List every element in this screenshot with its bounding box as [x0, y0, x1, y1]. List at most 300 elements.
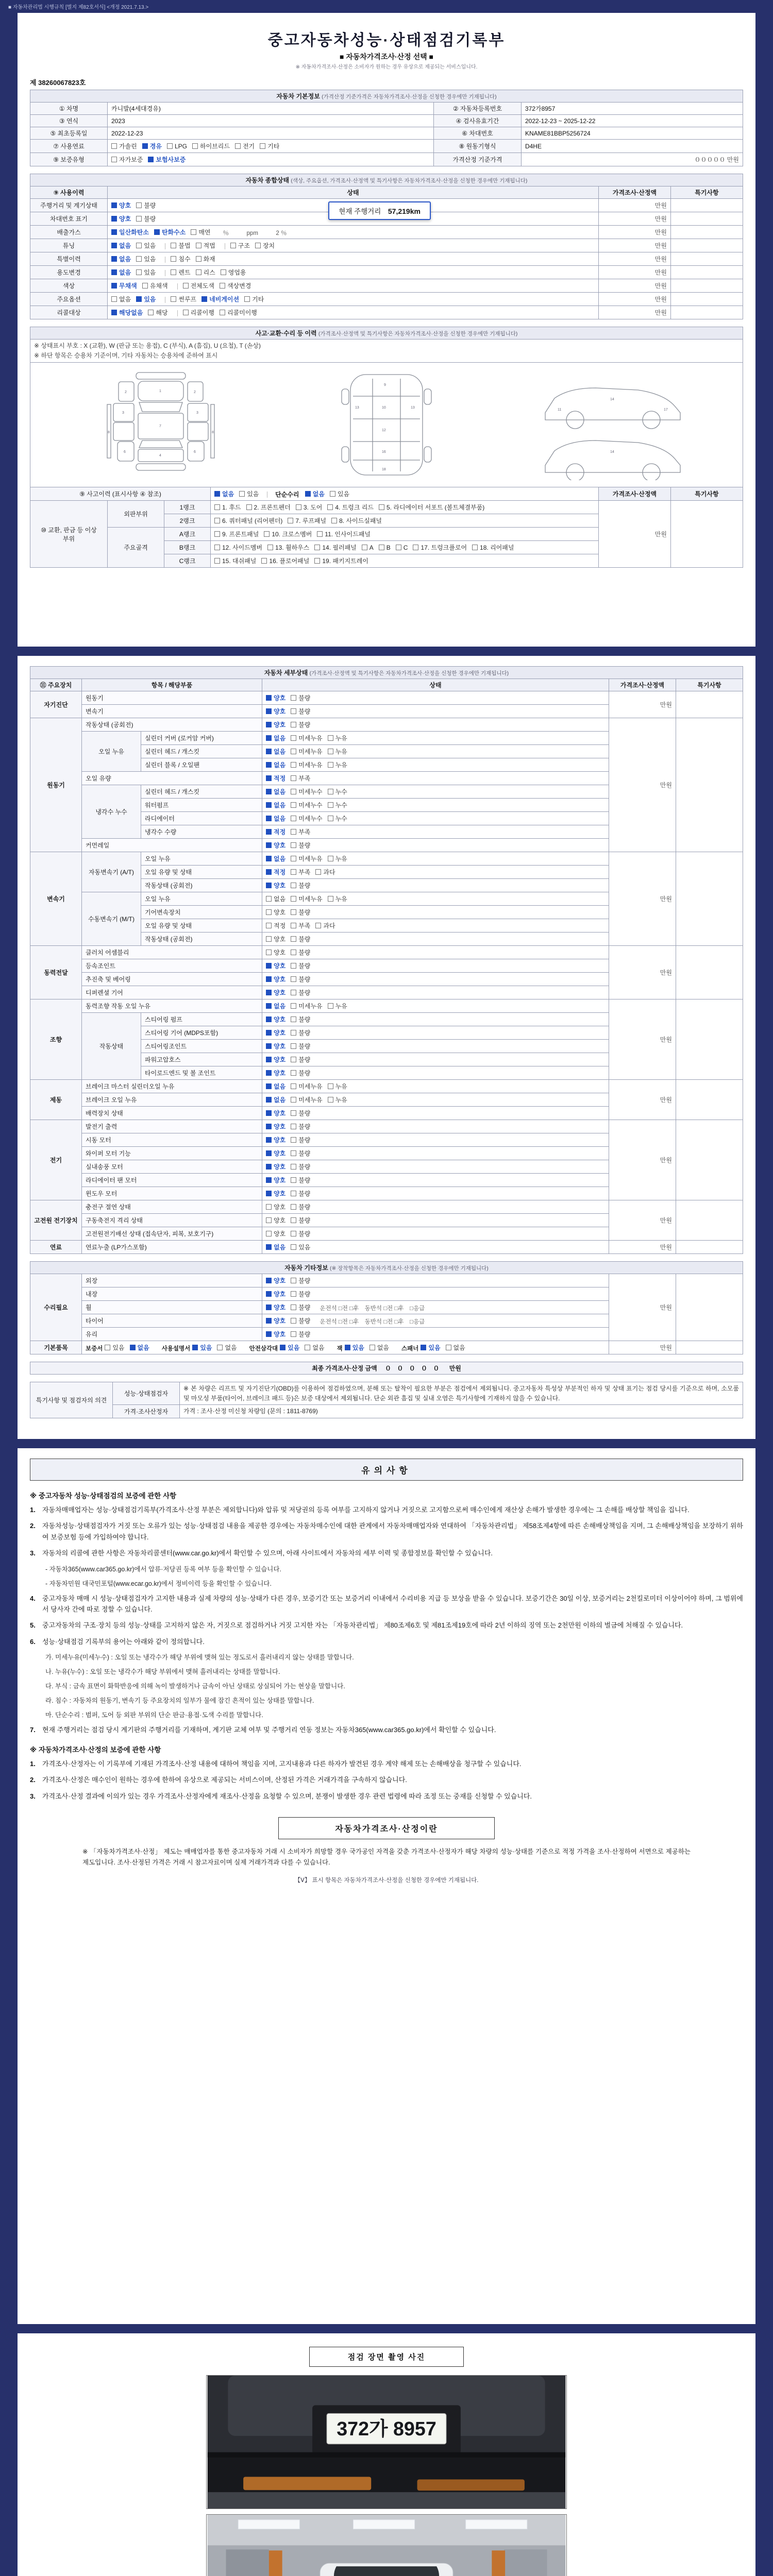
checkbox-option[interactable]: 자가보증	[111, 155, 143, 164]
fuel-checkboxes	[108, 140, 434, 153]
checkbox-option[interactable]: 16. 플로어패널	[261, 556, 309, 565]
checkbox-option[interactable]: 구조	[230, 241, 250, 250]
checkbox-option[interactable]: 침수	[171, 255, 190, 263]
checkbox-option[interactable]: B	[379, 544, 391, 551]
overall-row-state	[108, 252, 599, 266]
checkbox-icon	[280, 1345, 285, 1350]
checkbox-option[interactable]: 미세누수	[291, 801, 322, 809]
checkbox-option[interactable]: 없음	[111, 241, 131, 250]
checkbox-icon	[167, 143, 173, 149]
checkbox-option[interactable]: 적법	[196, 241, 215, 250]
checkbox-icon	[266, 816, 272, 821]
checkbox-icon	[305, 1345, 310, 1350]
rankA-items	[211, 528, 599, 541]
checkbox-icon	[317, 531, 323, 537]
overall-row-label: 배출가스	[30, 226, 108, 239]
checkbox-icon	[291, 802, 296, 808]
checkbox-option[interactable]: 장치	[255, 241, 275, 250]
checkbox-option[interactable]: 없음	[111, 268, 131, 277]
checkbox-icon	[328, 762, 333, 768]
checkbox-option[interactable]: 경유	[142, 142, 162, 150]
checkbox-icon	[266, 936, 272, 942]
checkbox-option[interactable]: 네비게이션	[201, 295, 239, 303]
group-note	[676, 1241, 743, 1254]
checkbox-option[interactable]: 없음	[266, 760, 285, 769]
checkbox-option[interactable]: 미세누유	[291, 1095, 322, 1104]
group-price: 만원	[609, 718, 676, 852]
checkbox-option[interactable]: 있음	[291, 1243, 310, 1251]
checkbox-option[interactable]: 5. 라디에이터 서포트 (볼트체결부품)	[379, 503, 484, 512]
checkbox-option[interactable]: 불량	[291, 1290, 310, 1298]
checkbox-option[interactable]: 없음	[369, 1343, 389, 1352]
checkbox-option[interactable]: 양호	[266, 1303, 285, 1312]
checkbox-option[interactable]: 미세누유	[291, 854, 322, 863]
checkbox-option[interactable]: 색상변경	[220, 281, 251, 290]
checkbox-option[interactable]: 불량	[136, 214, 156, 223]
item-label: 오일 누유	[141, 852, 262, 866]
checkbox-option[interactable]: 4. 트렁크 리드	[327, 503, 374, 512]
notices-body	[30, 1490, 743, 1802]
checkbox-option[interactable]: 없음	[266, 734, 285, 742]
checkbox-option[interactable]: 불량	[291, 1015, 310, 1024]
checkbox-option[interactable]: 양호	[266, 1069, 285, 1077]
checkbox-option[interactable]: 불량	[291, 1316, 310, 1325]
checkbox-option[interactable]: 불량	[291, 1136, 310, 1144]
item-state	[262, 986, 609, 999]
checkbox-option[interactable]: 11. 인사이드패널	[317, 530, 371, 538]
checkbox-option[interactable]: 있음	[136, 268, 156, 277]
checkbox-option[interactable]: 양호	[111, 214, 131, 223]
checkbox-icon	[291, 1318, 296, 1324]
checkbox-option[interactable]: 하이브리드	[192, 142, 230, 150]
checkbox-option[interactable]: 적정	[266, 774, 285, 783]
checkbox-option[interactable]: 유채색	[142, 281, 168, 290]
checkbox-option[interactable]: 양호	[266, 1290, 285, 1298]
checkbox-option[interactable]: 영업용	[221, 268, 246, 277]
checkbox-option[interactable]: 리콜이행	[183, 308, 214, 317]
checkbox-option[interactable]: 전기	[235, 142, 255, 150]
final-price-label: 최종 가격조사·산정 금액	[312, 1365, 377, 1372]
checkbox-option[interactable]: 없음	[266, 1243, 285, 1251]
checkbox-option[interactable]: 없음	[266, 1002, 285, 1010]
checkbox-option[interactable]: 양호	[266, 1162, 285, 1171]
checkbox-icon	[331, 518, 337, 523]
checkbox-icon	[291, 856, 296, 861]
field-label-fuel: ⑦ 사용연료	[30, 140, 108, 153]
checkbox-icon	[266, 1097, 272, 1103]
checkbox-option[interactable]: 양호	[266, 841, 285, 850]
checkbox-icon	[291, 909, 296, 915]
item-state	[262, 1214, 609, 1227]
checkbox-option[interactable]: 양호	[266, 1042, 285, 1050]
checkbox-option[interactable]: 미세누유	[291, 760, 322, 769]
checkbox-option[interactable]: 불량	[291, 1229, 310, 1238]
checkbox-option[interactable]: 미세누유	[291, 1002, 322, 1010]
checkbox-option[interactable]: 과다	[315, 921, 335, 930]
checkbox-option[interactable]: 없음	[266, 854, 285, 863]
checkbox-option[interactable]: 양호	[266, 1202, 285, 1211]
rankA-label: A랭크	[164, 528, 211, 541]
checkbox-option[interactable]: 없음	[305, 489, 325, 498]
group-price: 만원	[609, 1120, 676, 1200]
item-state	[262, 825, 609, 839]
checkbox-icon	[266, 708, 272, 714]
overall-row	[30, 266, 743, 279]
rankC-label: C랭크	[164, 554, 211, 568]
checkbox-option[interactable]: 없음	[446, 1343, 465, 1352]
checkbox-option[interactable]: 있음	[105, 1343, 124, 1352]
checkbox-icon	[266, 1278, 272, 1283]
checkbox-option[interactable]: 리스	[196, 268, 215, 277]
checkbox-option[interactable]: 매연	[191, 228, 210, 236]
checkbox-option[interactable]: 과다	[315, 868, 335, 876]
svg-text:17: 17	[664, 408, 668, 412]
checkbox-option[interactable]: 양호	[266, 720, 285, 729]
overall-row-note	[670, 252, 743, 266]
checkbox-option[interactable]: 있음	[239, 489, 259, 498]
checkbox-option[interactable]: 양호	[266, 707, 285, 716]
checkbox-option[interactable]: LPG	[167, 143, 187, 150]
checkbox-option[interactable]: 없음	[305, 1343, 324, 1352]
item-state	[262, 959, 609, 973]
checkbox-option[interactable]: 양호	[266, 1109, 285, 1117]
checkbox-option[interactable]: 1. 후드	[214, 503, 241, 512]
opinion-appraiser-label: 가격·조사산정자	[113, 1405, 180, 1418]
overall-row	[30, 252, 743, 266]
checkbox-option[interactable]: 무채색	[111, 281, 137, 290]
checkbox-option[interactable]: 없음	[266, 1082, 285, 1091]
checkbox-option[interactable]: 19. 패키지트레이	[314, 556, 368, 565]
checkbox-option[interactable]: 불량	[291, 841, 310, 850]
checkbox-option[interactable]: 양호	[266, 1316, 285, 1325]
checkbox-option[interactable]: 누수	[328, 801, 347, 809]
item-label: 시동 모터	[82, 1133, 262, 1147]
checkbox-option[interactable]: 썬루프	[171, 295, 196, 303]
checkbox-icon	[196, 269, 201, 275]
field-value-name: 카니발(4세대경유)	[108, 103, 434, 115]
item-label: 오일 유량 및 상태	[141, 866, 262, 879]
checkbox-option[interactable]: 누유	[328, 894, 347, 903]
checkbox-icon	[291, 762, 296, 768]
checkbox-icon	[264, 531, 270, 537]
checkbox-option[interactable]: C	[396, 544, 408, 551]
checkbox-option[interactable]: 양호	[266, 881, 285, 890]
checkbox-option[interactable]: 적정	[266, 921, 285, 930]
checkbox-icon	[244, 296, 250, 302]
checkbox-option[interactable]: 탄화수소	[154, 228, 186, 236]
checkbox-option[interactable]: 없음	[266, 1095, 285, 1104]
checkbox-option[interactable]: 미세누유	[291, 734, 322, 742]
checkbox-option[interactable]: 불량	[291, 1069, 310, 1077]
field-label-base-price: 가격산정 기준가격	[433, 153, 521, 166]
checkbox-option[interactable]: 불량	[291, 1202, 310, 1211]
checkbox-option[interactable]: 누유	[328, 760, 347, 769]
checkbox-option[interactable]: 양호	[266, 1229, 285, 1238]
checkbox-option[interactable]: 있음	[421, 1343, 440, 1352]
checkbox-option[interactable]: 부족	[291, 774, 310, 783]
checkbox-option[interactable]: 불량	[291, 1276, 310, 1285]
checkbox-option[interactable]: 불법	[171, 241, 190, 250]
checkbox-option[interactable]: 없음	[266, 747, 285, 756]
checkbox-icon	[362, 545, 367, 550]
checkbox-option[interactable]: 없음	[217, 1343, 237, 1352]
checkbox-icon	[291, 1191, 296, 1196]
checkbox-icon	[142, 283, 148, 289]
checkbox-option[interactable]: 불량	[291, 1042, 310, 1050]
checkbox-option[interactable]: 전체도색	[183, 281, 214, 290]
checkbox-option[interactable]: 리콜미이행	[220, 308, 257, 317]
checkbox-option[interactable]: 불량	[291, 975, 310, 984]
checkbox-icon	[266, 1191, 272, 1196]
checkbox-option[interactable]: 부족	[291, 921, 310, 930]
checkbox-option[interactable]: 8. 사이드실패널	[331, 516, 382, 525]
checkbox-option[interactable]: 9. 프론트패널	[214, 530, 259, 538]
checkbox-option[interactable]: 양호	[266, 988, 285, 997]
checkbox-option[interactable]: 불량	[291, 908, 310, 917]
overall-row-label: 튜닝	[30, 239, 108, 252]
checkbox-option[interactable]: 가솔린	[111, 142, 137, 150]
checkbox-option[interactable]: 양호	[266, 1015, 285, 1024]
checkbox-option[interactable]: 불량	[291, 1122, 310, 1131]
checkbox-option[interactable]: 불량	[291, 1055, 310, 1064]
item-label: 동력조향 작동 오일 누유	[82, 999, 262, 1013]
checkbox-icon	[266, 1016, 272, 1022]
checkbox-option[interactable]: 18. 리어패널	[472, 543, 514, 552]
checkbox-option[interactable]: 미세누수	[291, 814, 322, 823]
checkbox-icon	[291, 963, 296, 969]
checkbox-option[interactable]: 미세누유	[291, 1082, 322, 1091]
item-label: 와이퍼 모터 기능	[82, 1147, 262, 1160]
group-note	[676, 852, 743, 946]
checkbox-option[interactable]: 불량	[291, 1162, 310, 1171]
checkbox-icon	[266, 1137, 272, 1143]
notice-item: 7. 현재 주행거리는 점검 당시 계기판의 주행거리를 기재하며, 계기판 교체 여부 및 주행거리 연동 정보는 자동차365(www.car365.go.kr)에서 확인할 수 있습니다.	[30, 1726, 496, 1734]
checkbox-option[interactable]: 누유	[328, 854, 347, 863]
checkbox-option[interactable]: 누수	[328, 787, 347, 796]
checkbox-option[interactable]: 기타	[260, 142, 279, 150]
checkbox-option[interactable]: 불량	[291, 1303, 310, 1312]
group-note	[676, 946, 743, 999]
final-price-unit: 만원	[449, 1365, 461, 1372]
item-label: 내장	[82, 1287, 262, 1301]
checkbox-option[interactable]: 양호	[266, 1149, 285, 1158]
checkbox-icon	[291, 1003, 296, 1009]
checkbox-option[interactable]: 누유	[328, 747, 347, 756]
group-note	[676, 718, 743, 852]
checkbox-option[interactable]: 미세누유	[291, 747, 322, 756]
checkbox-option[interactable]: 불량	[291, 948, 310, 957]
notice-item: 3. 가격조사·산정 결과에 이의가 있는 경우 가격조사·산정자에게 재조사·산정을 요청할 수 있으며, 분쟁이 발생한 경우 관련 법령에 따라 조정 또는 중재를 신청할 수 있습니다.	[30, 1792, 532, 1800]
svg-text:8: 8	[211, 431, 214, 435]
checkbox-option[interactable]: 불량	[291, 1189, 310, 1198]
checkbox-option[interactable]: 누유	[328, 734, 347, 742]
checkbox-option[interactable]: 양호	[266, 948, 285, 957]
item-label: 오일 누유	[141, 892, 262, 906]
checkbox-icon	[136, 296, 142, 302]
checkbox-option[interactable]: 불량	[291, 707, 310, 716]
checkbox-option[interactable]: 해당	[148, 308, 167, 317]
checkbox-option[interactable]: 없음	[266, 814, 285, 823]
checkbox-option[interactable]: 있음	[136, 295, 156, 303]
checkbox-option[interactable]: 양호	[266, 1189, 285, 1198]
checkbox-option[interactable]: 없음	[111, 295, 131, 303]
checkbox-option[interactable]: 있음	[192, 1343, 212, 1352]
checkbox-icon	[413, 545, 418, 550]
checkbox-option[interactable]: 렌트	[171, 268, 190, 277]
checkbox-option[interactable]: 양호	[266, 1276, 285, 1285]
item-state	[262, 919, 609, 933]
checkbox-option[interactable]: 양호	[266, 1216, 285, 1225]
checkbox-option[interactable]: 양호	[266, 1028, 285, 1037]
item-state: 양호 불량 운전석 □전 □후 동반석 □전 □후 □응급	[262, 1301, 609, 1314]
checkbox-option[interactable]: 적정	[266, 827, 285, 836]
item-state	[262, 1120, 609, 1133]
checkbox-option[interactable]: 양호	[266, 935, 285, 943]
checkbox-option[interactable]: 양호	[266, 1122, 285, 1131]
checkbox-option[interactable]: 불량	[291, 1109, 310, 1117]
checkbox-option[interactable]: 불량	[136, 201, 156, 210]
checkbox-option[interactable]: 불량	[291, 881, 310, 890]
checkbox-option[interactable]: 보험사보증	[148, 155, 186, 164]
checkbox-option[interactable]: 7. 루프패널	[288, 516, 326, 525]
item-state	[262, 852, 609, 866]
item-state	[262, 1133, 609, 1147]
checkbox-option[interactable]: 부족	[291, 827, 310, 836]
checkbox-icon	[266, 869, 272, 875]
checkbox-option[interactable]: 누유	[328, 1002, 347, 1010]
checkbox-option[interactable]: 12. 사이드멤버	[214, 543, 262, 552]
checkbox-option[interactable]: 기타	[244, 295, 264, 303]
opinion-inspector-text: ※ 본 차량은 리프트 및 자기진단기(OBD)를 이용하여 점검하였으며, 분해 또는 탈착이 필요한 부분은 점검에서 제외됩니다. 중고자동차 특성상 부분적인 하자 및 상태 표기는 점검 당시를 기준으로 하며, 소모품 및 마모성 부품(타이어, 브레이크 패드 등)은 보증 대상에서 제외됩니다. 단순 외관 흠집 및 실내 오염은 특기사항에 기재하지 않을 수 있습니다.	[180, 1382, 743, 1405]
checkbox-option[interactable]: 양호	[266, 693, 285, 702]
checkbox-icon	[266, 856, 272, 861]
opinion-table	[30, 1382, 743, 1418]
checkbox-option[interactable]: 13. 휠하우스	[267, 543, 309, 552]
detail-col-note: 특기사항	[676, 679, 743, 691]
detail-row	[30, 946, 743, 959]
etc-row	[30, 1274, 743, 1287]
checkbox-icon	[446, 1345, 451, 1350]
checkbox-option[interactable]: 있음	[136, 241, 156, 250]
checkbox-icon	[266, 775, 272, 781]
checkbox-option[interactable]: 불량	[291, 720, 310, 729]
basic-items-label: 기본품목	[30, 1341, 82, 1354]
item-state	[262, 1174, 609, 1187]
notice-item: 6. 성능·상태점검 기록부의 용어는 아래와 같이 정의합니다.	[30, 1637, 205, 1646]
overall-note: (색상, 주요옵션, 가격조사·산정액 및 특기사항은 자동차가격조사·산정을 신청한 경우에만 기재됩니다)	[291, 178, 528, 184]
checkbox-option[interactable]: 15. 대쉬패널	[214, 556, 256, 565]
checkbox-option[interactable]: 불량	[291, 988, 310, 997]
checkbox-icon	[266, 1150, 272, 1156]
checkbox-option[interactable]: 없음	[266, 894, 285, 903]
device-label: 원동기	[30, 718, 82, 852]
checkbox-option[interactable]: 17. 트렁크플로어	[413, 543, 467, 552]
overall-row-note	[670, 266, 743, 279]
checkbox-option[interactable]: 있음	[136, 255, 156, 263]
checkbox-option[interactable]: 미세누유	[291, 894, 322, 903]
checkbox-option[interactable]: 불량	[291, 1149, 310, 1158]
checkbox-icon	[266, 842, 272, 848]
checkbox-option[interactable]: 미세누수	[291, 787, 322, 796]
checkbox-option[interactable]: 누유	[328, 1095, 347, 1104]
overall-row	[30, 239, 743, 252]
checkbox-icon	[379, 504, 384, 510]
checkbox-option[interactable]: 양호	[266, 1136, 285, 1144]
checkbox-icon	[266, 1291, 272, 1297]
detail-state-table	[30, 666, 743, 1254]
checkbox-option[interactable]: 없음	[130, 1343, 149, 1352]
checkbox-option[interactable]: A	[362, 544, 374, 551]
checkbox-option[interactable]: 불량	[291, 693, 310, 702]
group-price: 만원	[609, 852, 676, 946]
checkbox-option[interactable]: 양호	[266, 1330, 285, 1338]
checkbox-option[interactable]: 있음	[280, 1343, 299, 1352]
opinion-inspector-label: 성능·상태점검자	[113, 1382, 180, 1405]
checkbox-icon	[266, 976, 272, 982]
document-title: 중고자동차성능·상태점검기록부	[267, 32, 506, 49]
checkbox-option[interactable]: 14. 필러패널	[314, 543, 356, 552]
checkbox-option[interactable]: 불량	[291, 1028, 310, 1037]
checkbox-option[interactable]: 불량	[291, 961, 310, 970]
checkbox-option[interactable]: 불량	[291, 935, 310, 943]
checkbox-option[interactable]: 있음	[330, 489, 349, 498]
checkbox-option[interactable]: 부족	[291, 868, 310, 876]
checkbox-option[interactable]: 양호	[266, 975, 285, 984]
item-label: 스티어링 기어 (MDPS포함)	[141, 1026, 262, 1040]
checkbox-option[interactable]: 없음	[111, 255, 131, 263]
checkbox-icon	[291, 950, 296, 955]
warranty-checkboxes	[108, 153, 434, 166]
checkbox-icon	[291, 936, 296, 942]
checkbox-option[interactable]: 불량	[291, 1216, 310, 1225]
checkbox-icon	[111, 229, 117, 235]
checkbox-icon	[291, 1150, 296, 1156]
item-label: 충전구 절연 상태	[82, 1200, 262, 1214]
checkbox-option[interactable]: 일산화탄소	[111, 228, 149, 236]
checkbox-option[interactable]: 누수	[328, 814, 347, 823]
checkbox-option[interactable]: 양호	[111, 201, 131, 210]
checkbox-option[interactable]: 불량	[291, 1176, 310, 1184]
checkbox-option[interactable]: 누유	[328, 1082, 347, 1091]
checkbox-option[interactable]: 양호	[266, 908, 285, 917]
checkbox-option[interactable]: 양호	[266, 1176, 285, 1184]
checkbox-option[interactable]: 해당없음	[111, 308, 143, 317]
checkbox-option[interactable]: 양호	[266, 1055, 285, 1064]
checkbox-icon	[328, 789, 333, 794]
checkbox-option[interactable]: 불량	[291, 1330, 310, 1338]
detail-row	[30, 852, 743, 866]
item-label: 휠	[82, 1301, 262, 1314]
car-diagrams	[34, 364, 739, 485]
item-state	[262, 999, 609, 1013]
overall-row-price: 만원	[598, 239, 670, 252]
checkbox-icon	[266, 1083, 272, 1089]
checkbox-option[interactable]: 있음	[345, 1343, 364, 1352]
checkbox-option[interactable]: 적정	[266, 868, 285, 876]
checkbox-option[interactable]: 화재	[196, 255, 215, 263]
checkbox-icon	[266, 1070, 272, 1076]
checkbox-option[interactable]: 10. 크로스멤버	[264, 530, 312, 538]
checkbox-option[interactable]: 없음	[214, 489, 234, 498]
checkbox-option[interactable]: 3. 도어	[296, 503, 323, 512]
checkbox-option[interactable]: 2. 프론트펜더	[246, 503, 291, 512]
repair-group-label: 수리필요	[30, 1274, 82, 1341]
checkbox-option[interactable]: 없음	[266, 801, 285, 809]
checkbox-option[interactable]: 양호	[266, 961, 285, 970]
etc-basic-row	[30, 1341, 743, 1354]
checkbox-option[interactable]: 없음	[266, 787, 285, 796]
checkbox-option[interactable]: 6. 쿼터패널 (리어펜더)	[214, 516, 282, 525]
